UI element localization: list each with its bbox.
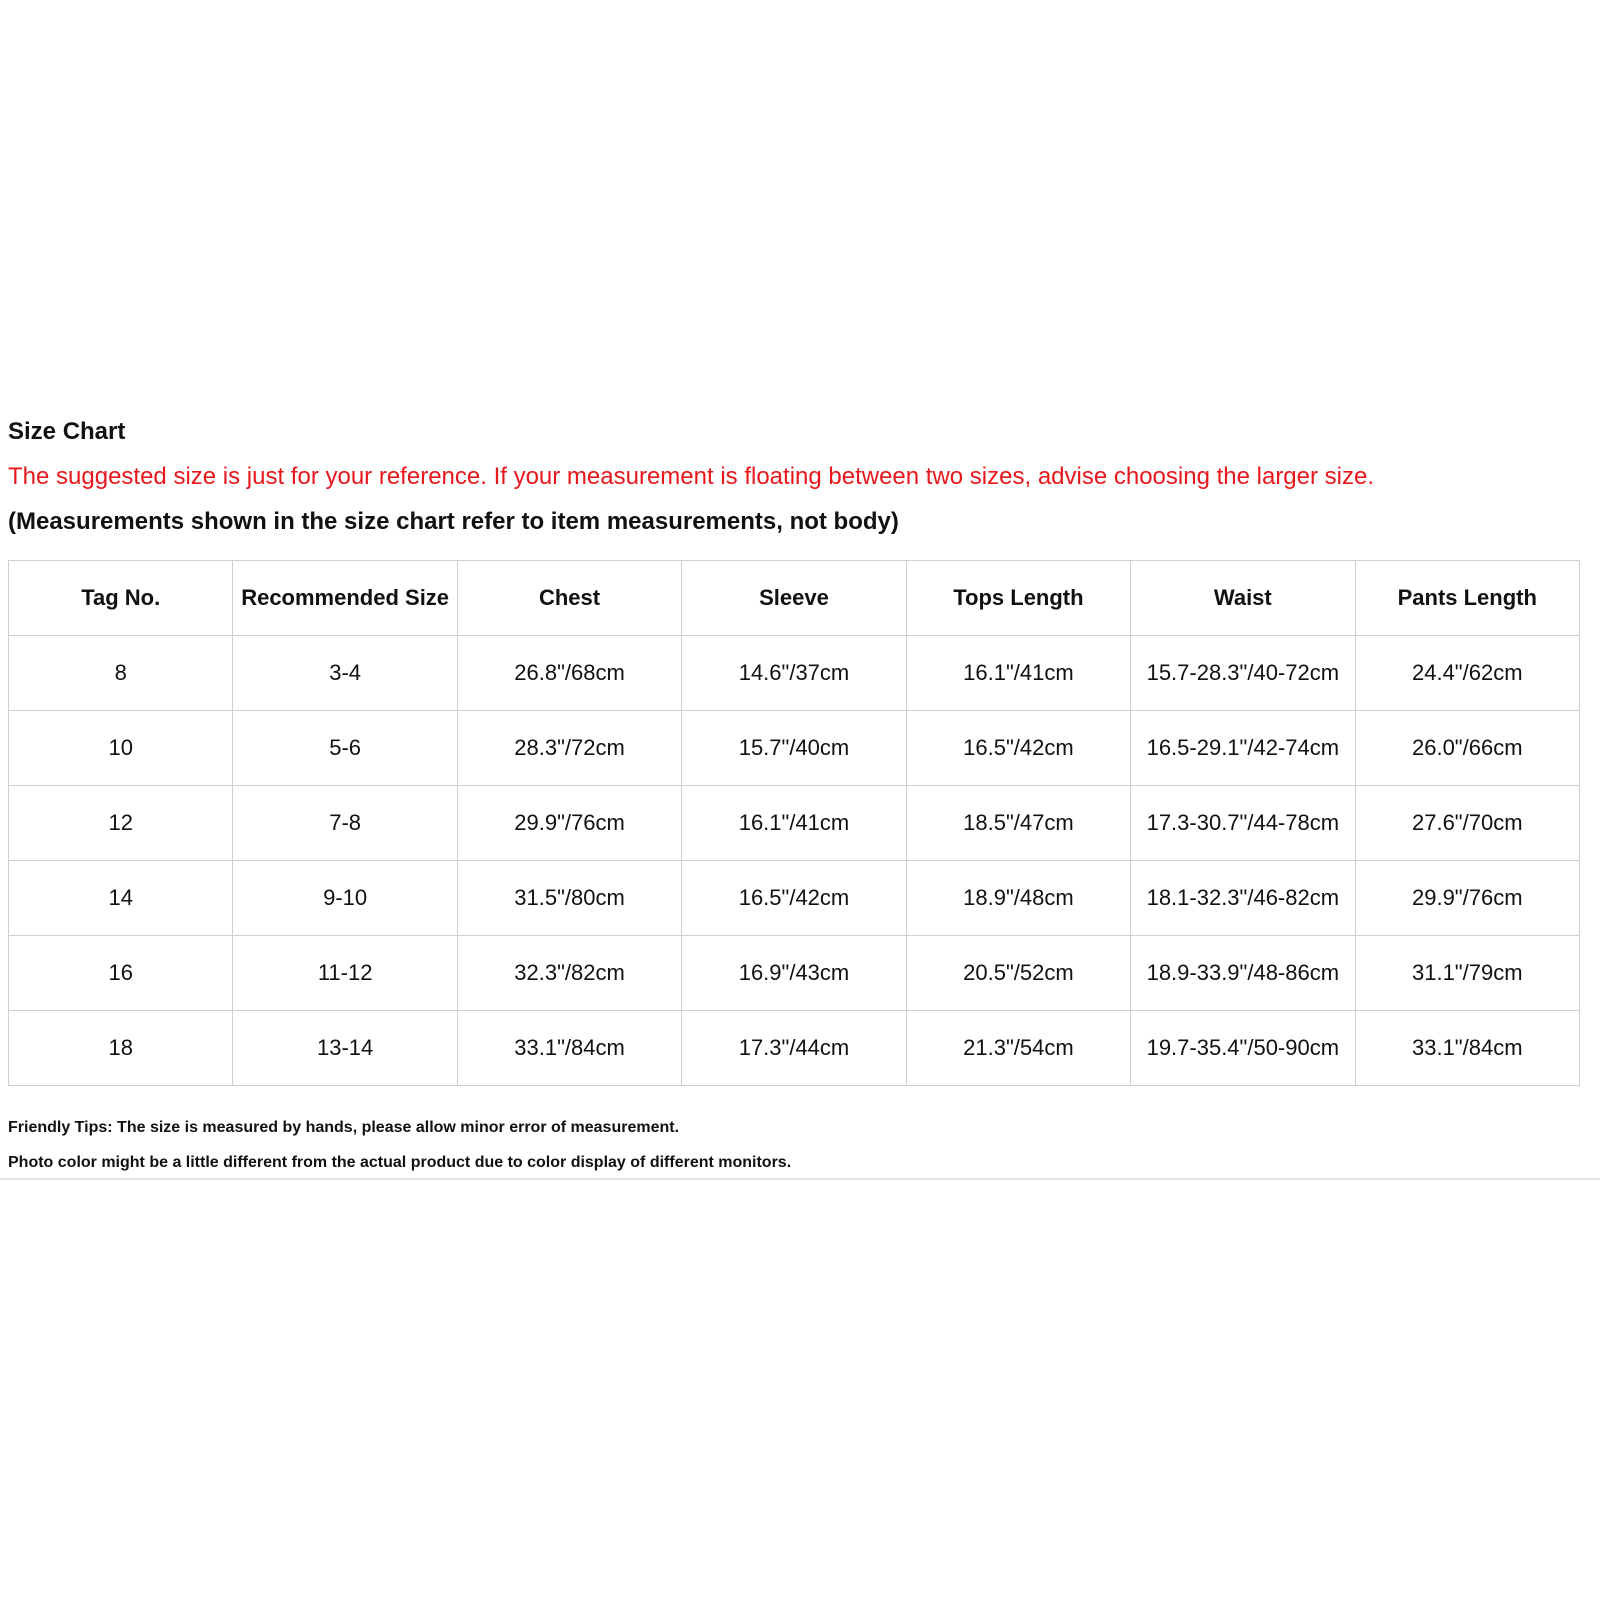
recommended-size-cell: 5-6 bbox=[233, 711, 457, 786]
recommended-size-cell: 3-4 bbox=[233, 636, 457, 711]
table-row bbox=[9, 711, 1580, 786]
pants-length-cell: 29.9"/76cm bbox=[1355, 861, 1579, 936]
waist-cell: 19.7-35.4"/50-90cm bbox=[1131, 1011, 1355, 1086]
chest-cell: 26.8"/68cm bbox=[457, 636, 681, 711]
column-header-tag-no: Tag No. bbox=[9, 561, 233, 636]
pants-length-cell: 24.4"/62cm bbox=[1355, 636, 1579, 711]
column-header-sleeve: Sleeve bbox=[682, 561, 906, 636]
size-reference-note: The suggested size is just for your reference. If your measurement is floating between two sizes, advise choosing the larger size. bbox=[8, 463, 1375, 490]
pants-length-cell: 26.0"/66cm bbox=[1355, 711, 1579, 786]
sleeve-cell: 17.3"/44cm bbox=[682, 1011, 906, 1086]
waist-cell: 16.5-29.1"/42-74cm bbox=[1131, 711, 1355, 786]
recommended-size-cell: 9-10 bbox=[233, 861, 457, 936]
friendly-tip: Friendly Tips: The size is measured by hands, please allow minor error of measurement. bbox=[8, 1119, 680, 1136]
table-header-row bbox=[9, 561, 1580, 636]
sleeve-cell: 14.6"/37cm bbox=[682, 636, 906, 711]
column-header-waist: Waist bbox=[1131, 561, 1355, 636]
tag-no-cell: 12 bbox=[9, 786, 233, 861]
waist-cell: 15.7-28.3"/40-72cm bbox=[1131, 636, 1355, 711]
table-row bbox=[9, 636, 1580, 711]
sleeve-cell: 16.1"/41cm bbox=[682, 786, 906, 861]
column-header-tops-length: Tops Length bbox=[906, 561, 1130, 636]
chest-cell: 33.1"/84cm bbox=[457, 1011, 681, 1086]
tops-length-cell: 20.5"/52cm bbox=[906, 936, 1130, 1011]
sleeve-cell: 16.5"/42cm bbox=[682, 861, 906, 936]
table-body bbox=[9, 636, 1580, 1086]
waist-cell: 18.9-33.9"/48-86cm bbox=[1131, 936, 1355, 1011]
bottom-divider bbox=[0, 1178, 1600, 1180]
tops-length-cell: 18.5"/47cm bbox=[906, 786, 1130, 861]
chest-cell: 32.3"/82cm bbox=[457, 936, 681, 1011]
tag-no-cell: 14 bbox=[9, 861, 233, 936]
table-row bbox=[9, 1011, 1580, 1086]
chest-cell: 31.5"/80cm bbox=[457, 861, 681, 936]
sleeve-cell: 16.9"/43cm bbox=[682, 936, 906, 1011]
column-header-chest: Chest bbox=[457, 561, 681, 636]
tops-length-cell: 21.3"/54cm bbox=[906, 1011, 1130, 1086]
size-chart-title: Size Chart bbox=[8, 418, 126, 445]
tag-no-cell: 10 bbox=[9, 711, 233, 786]
pants-length-cell: 31.1"/79cm bbox=[1355, 936, 1579, 1011]
tops-length-cell: 18.9"/48cm bbox=[906, 861, 1130, 936]
sleeve-cell: 15.7"/40cm bbox=[682, 711, 906, 786]
table-row bbox=[9, 936, 1580, 1011]
measurement-note: (Measurements shown in the size chart refer to item measurements, not body) bbox=[8, 508, 899, 535]
column-header-recommended-size: Recommended Size bbox=[233, 561, 457, 636]
chest-cell: 29.9"/76cm bbox=[457, 786, 681, 861]
tag-no-cell: 8 bbox=[9, 636, 233, 711]
pants-length-cell: 33.1"/84cm bbox=[1355, 1011, 1579, 1086]
column-header-pants-length: Pants Length bbox=[1355, 561, 1579, 636]
tag-no-cell: 18 bbox=[9, 1011, 233, 1086]
table-row bbox=[9, 786, 1580, 861]
table-row bbox=[9, 861, 1580, 936]
tops-length-cell: 16.5"/42cm bbox=[906, 711, 1130, 786]
recommended-size-cell: 11-12 bbox=[233, 936, 457, 1011]
waist-cell: 18.1-32.3"/46-82cm bbox=[1131, 861, 1355, 936]
pants-length-cell: 27.6"/70cm bbox=[1355, 786, 1579, 861]
table-header bbox=[9, 561, 1580, 636]
waist-cell: 17.3-30.7"/44-78cm bbox=[1131, 786, 1355, 861]
photo-color-note: Photo color might be a little different from the actual product due to color display of different monitors. bbox=[8, 1154, 792, 1171]
size-chart-table bbox=[8, 560, 1580, 1086]
tag-no-cell: 16 bbox=[9, 936, 233, 1011]
chest-cell: 28.3"/72cm bbox=[457, 711, 681, 786]
tops-length-cell: 16.1"/41cm bbox=[906, 636, 1130, 711]
recommended-size-cell: 13-14 bbox=[233, 1011, 457, 1086]
recommended-size-cell: 7-8 bbox=[233, 786, 457, 861]
